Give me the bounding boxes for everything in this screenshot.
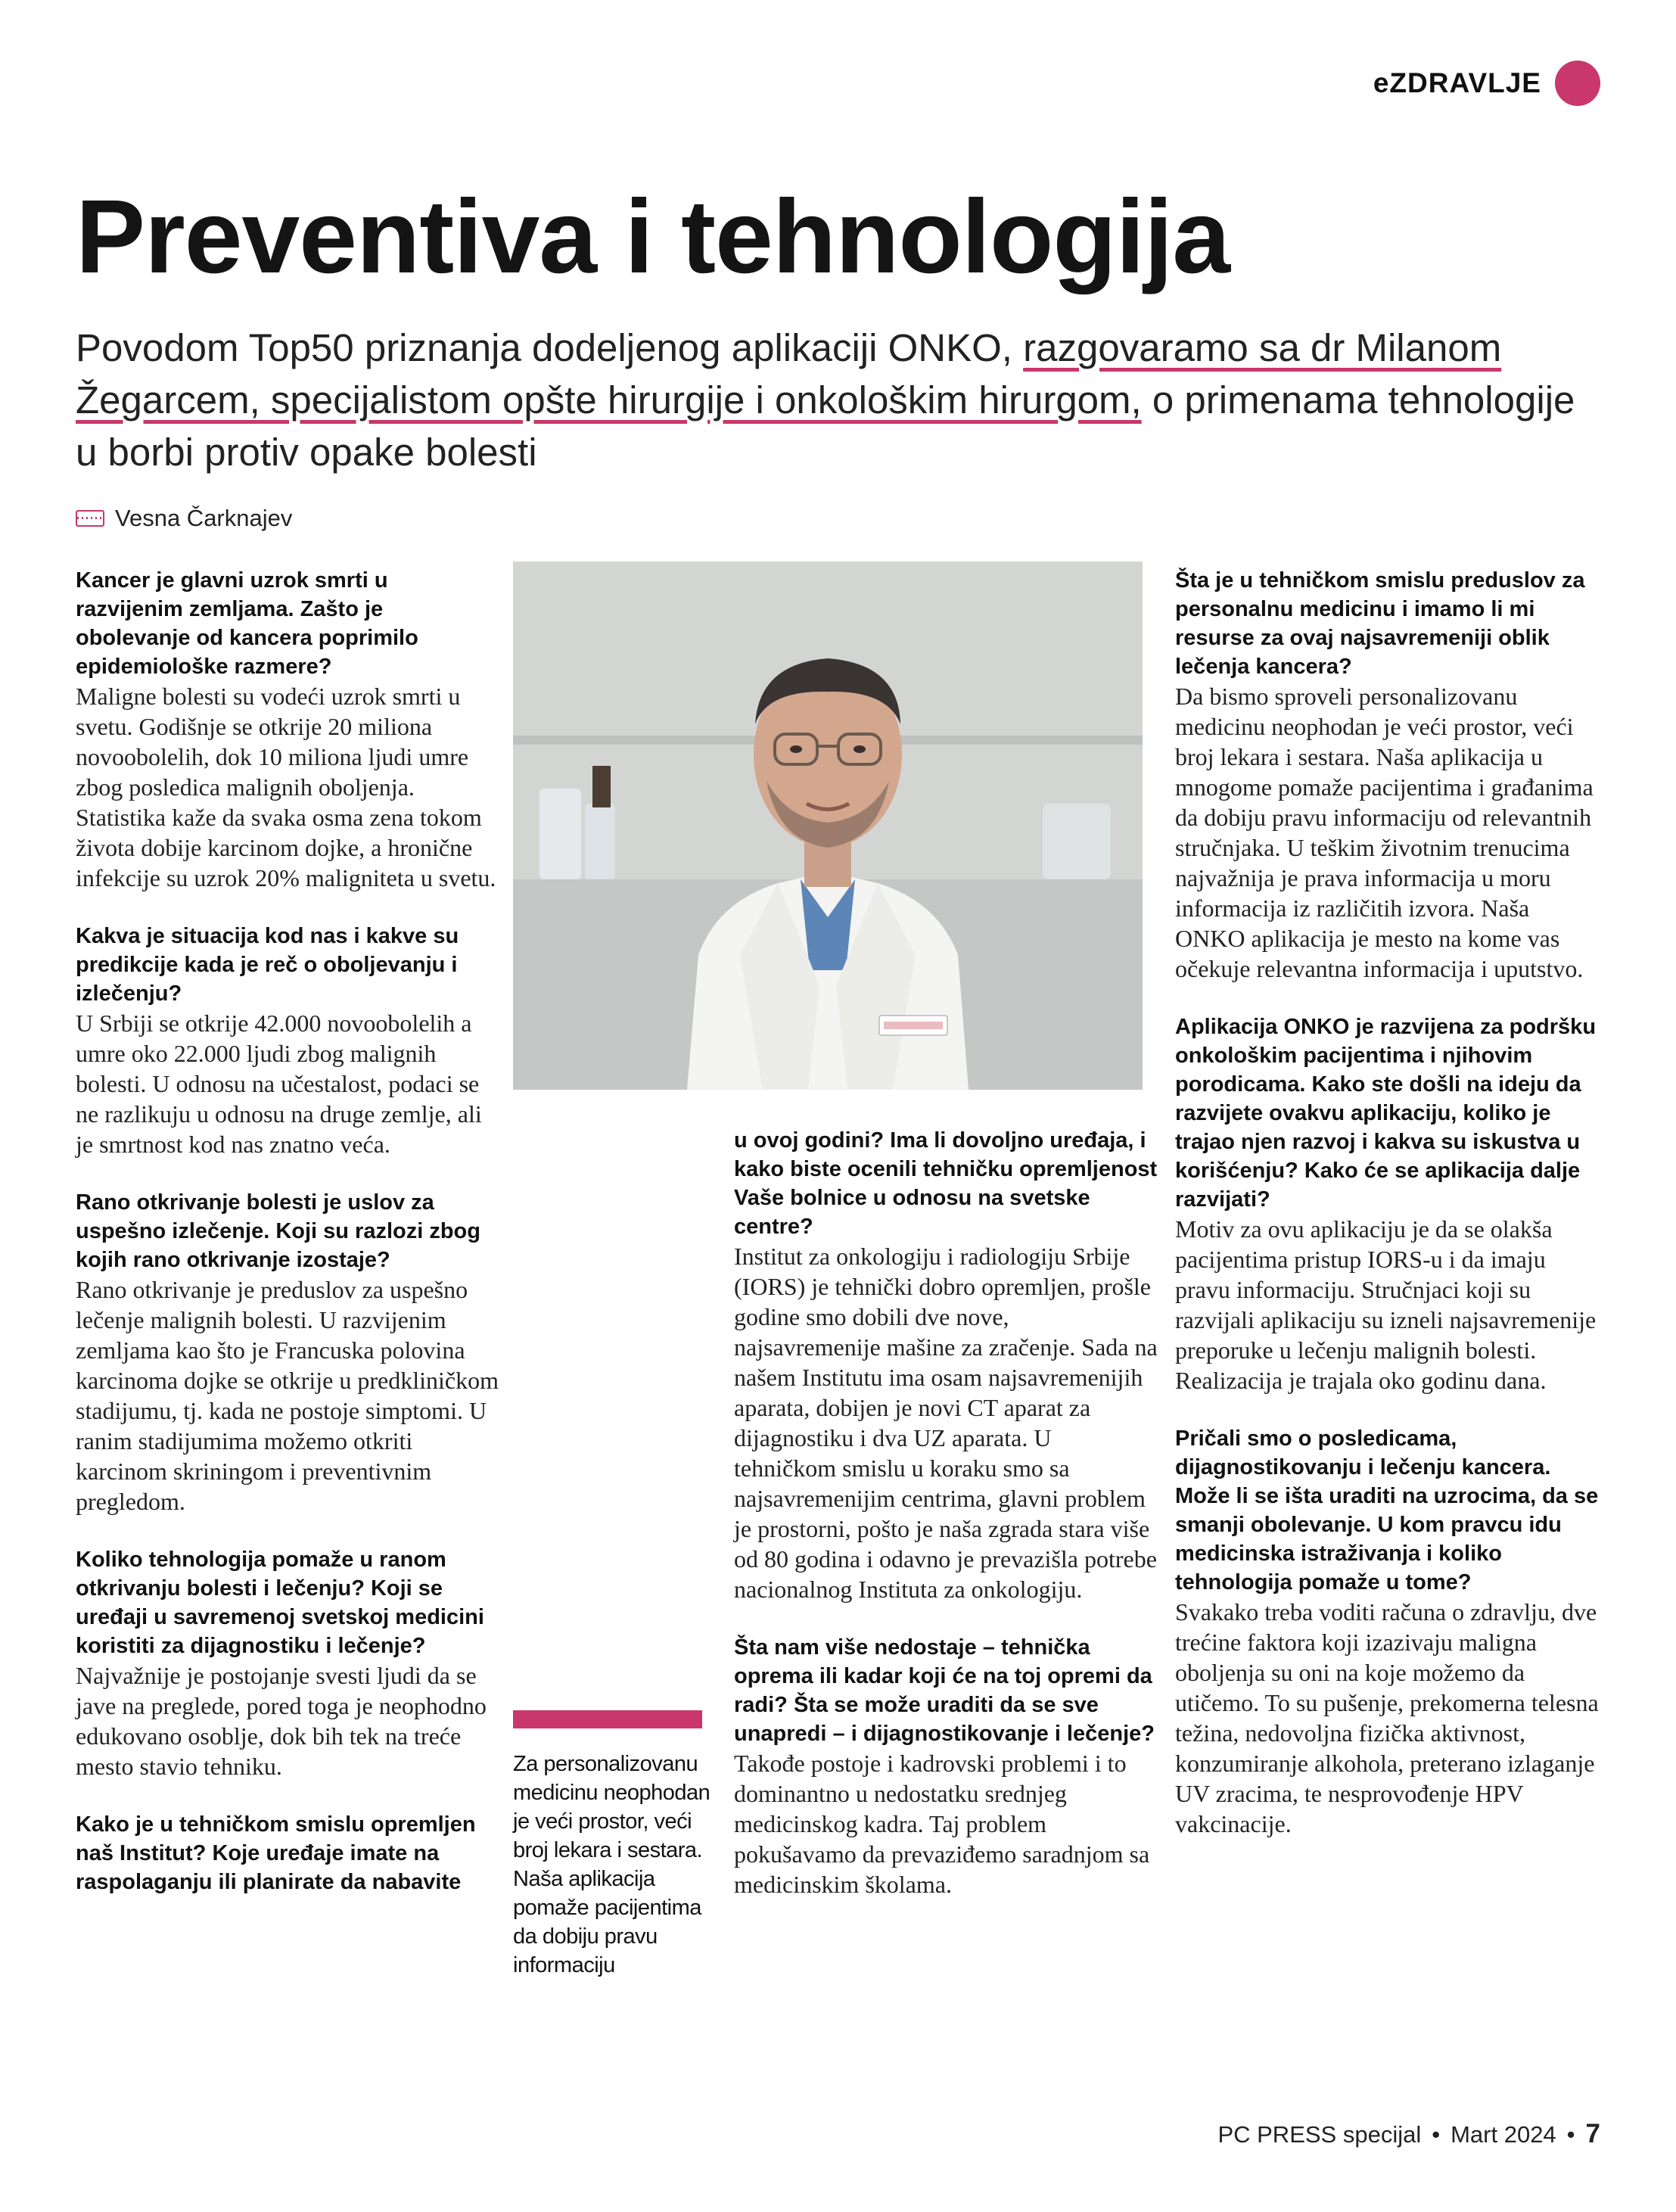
- section-label: eZDRAVLJE: [1373, 67, 1541, 98]
- answer: Takođe postoje i kadrovski problemi i to dominantno u nedostatku srednjeg medicinskog kadra. Taj problem pokušavamo da prevaziđemo saradnjom sa medicinskim školama.: [734, 1750, 1150, 1898]
- author-name: Vesna Čarknajev: [115, 505, 293, 531]
- article-column-3: [1175, 566, 1599, 1868]
- deck-part-1: Povodom Top50 priznanja dodeljenog aplikaciji ONKO,: [76, 326, 1024, 369]
- question: Šta nam više nedostaje – tehnička oprema ili kadar koji će na toj opremi da radi? Šta se može uraditi da se sve unapredi – i dijagnostikovanje i lečenje?: [734, 1635, 1155, 1746]
- question: Pričali smo o posledicama, dijagnostikovanju i lečenju kancera. Može li se išta uraditi na uzrocima, da se smanji obolevanje. U kom pravcu idu medicinska istraživanja i koliko tehnologija pomaže u tome?: [1175, 1426, 1599, 1594]
- answer: U Srbiji se otkrije 42.000 novoobolelih a umre oko 22.000 ljudi zbog malignih bolesti. U odnosu na učestalost, podaci se ne razlikuju u odnosu na druge zemlje, ali je smrtnost kod nas znatno veća.: [76, 1010, 482, 1158]
- deck-part-2: o primenama tehnologije u borbi protiv opake bolesti: [76, 378, 1575, 474]
- doctor-portrait: [513, 562, 1143, 1090]
- question: Kakva je situacija kod nas i kakve su predikcije kada je reč o oboljevanju i izlečenju?: [76, 924, 459, 1006]
- issue-date: Mart 2024: [1451, 2121, 1556, 2148]
- page-number: 7: [1585, 2119, 1600, 2148]
- keyboard-icon: [76, 510, 104, 527]
- byline: [76, 503, 292, 534]
- deck-highlight: razgovaramo sa dr Milanom Žegarcem, specijalistom opšte hirurgije i onkološkim hirurgom,: [76, 326, 1502, 422]
- answer: Institut za onkologiju i radiologiju Srbije (IORS) je tehnički dobro opremljen, prošle godine smo dobili dve nove, najsavremenije mašine za zračenje. Sada na našem Institutu ima osam najsavremenijih aparata, dobijen je novi CT aparat za dijagnostiku i dva UZ aparata. U tehničkom smislu u koraku smo sa najsavremenijim centrima, glavni problem je prostorni, pošto je naša zgrada stara više od 80 godina i odavno je prevazišla potrebe nacionalnog Instituta za onkologiju.: [734, 1243, 1158, 1603]
- answer: Da bismo sproveli personalizovanu medicinu neophodan je veći prostor, veći broj lekara i sestara. Naša aplikacija u mnogome pomaže pacijentima i građanima da dobiju pravu informaciju od relevantnih stručnjaka. U teškim životnim trenucima najvažnija je prava informacija u moru informacija iz različitih izvora. Naša ONKO aplikacija je mesto na kome vas očekuje relevantna informacija i uputstvo.: [1175, 683, 1594, 982]
- question: u ovoj godini? Ima li dovoljno uređaja, i kako biste ocenili tehničku opremljenost Vaše bolnice u odnosu na svetske centre?: [734, 1128, 1158, 1239]
- answer: Svakako treba voditi računa o zdravlju, dve trećine faktora koji izazivaju maligna oboljenja su oni na koje možemo da utičemo. To su pušenje, prekomerna telesna težina, nedovoljna fizička aktivnost, konzumiranje alkohola, preterano izlaganje UV zracima, te nesprovođenje HPV vakcinacije.: [1175, 1598, 1599, 1837]
- answer: Najvažnije je postojanje svesti ljudi da se jave na preglede, pored toga je neophodno edukovano osoblje, dok bih tek na treće mesto stavio tehniku.: [76, 1662, 487, 1780]
- headline: Preventiva i tehnologija: [76, 179, 1230, 295]
- pull-quote-bar: [513, 1710, 702, 1728]
- question: Koliko tehnologija pomaže u ranom otkrivanju bolesti i lečenju? Koji se uređaji u savremenoj svetskoj medicini koristiti za dijagnostiku i lečenje?: [76, 1548, 484, 1658]
- footer-separator: •: [1566, 2121, 1575, 2148]
- answer: Maligne bolesti su vodeći uzrok smrti u svetu. Godišnje se otkrije 20 miliona novoobolelih, dok 10 miliona ljudi umre zbog posledica malignih oboljenja. Statistika kaže da svaka osma zena tokom života dobije karcinom dojke, a hronične infekcije su uzrok 20% maligniteta u svetu.: [76, 683, 496, 891]
- question: Rano otkrivanje bolesti je uslov za uspešno izlečenje. Koji su razlozi zbog kojih rano otkrivanje izostaje?: [76, 1190, 480, 1272]
- question: Kako je u tehničkom smislu opremljen naš Institut? Koje uređaje imate na raspolaganju ili planirate da nabavite: [76, 1812, 476, 1894]
- answer: Motiv za ovu aplikaciju je da se olakša pacijentima pristup IORS-u i da imaju pravu informaciju. Stručnjaci koji su razvijali aplikaciju su izneli najsavremenije preporuke u lečenju malignih bolesti. Realizacija je trajala oko godinu dana.: [1175, 1215, 1597, 1394]
- section-dot-icon: [1555, 61, 1600, 106]
- question: Šta je u tehničkom smislu preduslov za personalnu medicinu i imamo li mi resurse za ovaj najsavremeniji oblik lečenja kancera?: [1175, 568, 1585, 679]
- deck: [76, 322, 1604, 478]
- interview-photo: [513, 562, 1143, 1090]
- pull-quote: Za personalizovanu medicinu neophodan je veći prostor, veći broj lekara i sestara. Naša aplikacija pomaže pacijentima da dobiju pravu informaciju: [513, 1752, 711, 1977]
- answer: Rano otkrivanje je preduslov za uspešno lečenje malignih bolesti. U razvijenim zemljama kao što je Francuska polovina karcinoma dojke se otkrije u predkliničkom stadijumu, tj. kada ne postoje simptomi. U ranim stadijumima možemo otkriti karcinom skriningom i preventivnim pregledom.: [76, 1276, 499, 1515]
- article-column-2: [734, 1126, 1158, 1928]
- question: Aplikacija ONKO je razvijena za podršku onkološkim pacijentima i njihovim porodicama. Kako ste došli na ideju da razvijete ovakvu aplikaciju, koliko je trajao njen razvoj i kakva su iskustva u korišćenju? Kako će se aplikacija dalje razvijati?: [1175, 1015, 1597, 1212]
- section-tag: [1373, 61, 1600, 106]
- footer-separator: •: [1432, 2121, 1441, 2148]
- publication-name: PC PRESS specijal: [1217, 2121, 1422, 2148]
- question: Kancer je glavni uzrok smrti u razvijenim zemljama. Zašto je obolevanje od kancera poprimilo epidemiološke razmere?: [76, 568, 418, 679]
- page-footer: [1217, 2119, 1600, 2149]
- article-column-1: [76, 566, 499, 1896]
